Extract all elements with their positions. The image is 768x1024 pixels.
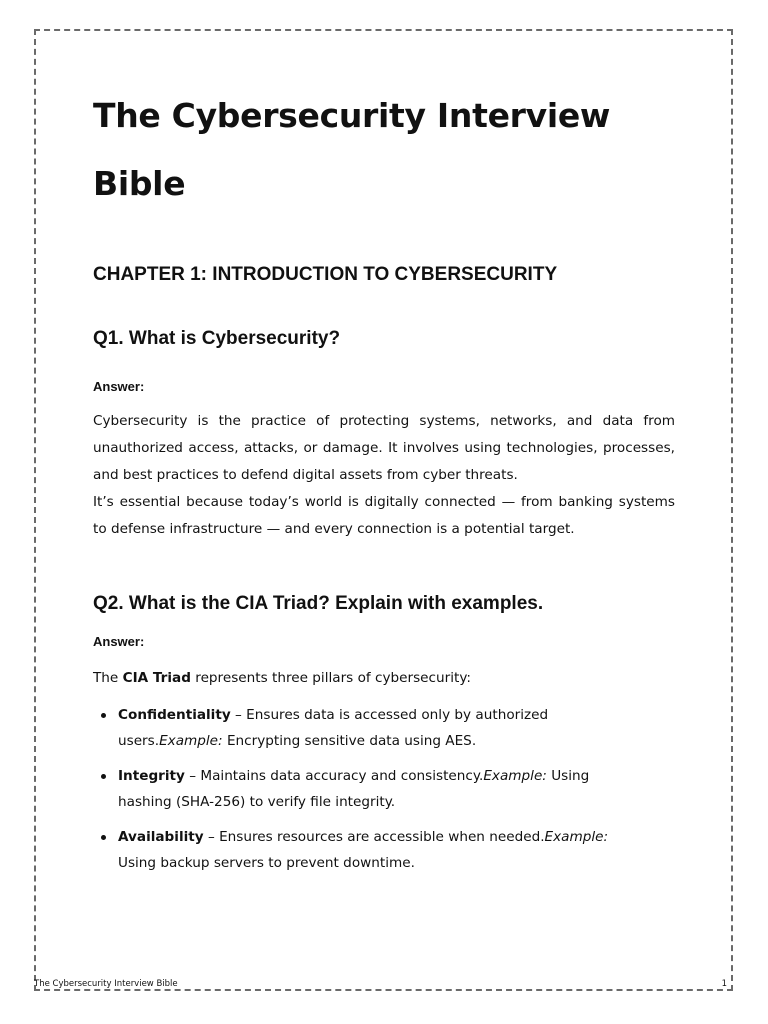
example-label: Example: — [483, 768, 547, 784]
footer-title: The Cybersecurity Interview Bible — [34, 979, 178, 989]
bullet-dot-icon — [101, 713, 106, 718]
document-title: The Cybersecurity Interview Bible — [93, 96, 611, 203]
list-item-availability — [93, 824, 638, 876]
cia-list — [93, 702, 675, 876]
answer-1-paragraph-2: It’s essential because today’s world is digitally connected — from banking systems to defense infrastructure — and every connection is a potential target. — [93, 494, 675, 537]
list-item-integrity — [93, 763, 638, 815]
document-body — [93, 82, 675, 885]
example: Using backup servers to prevent downtime. — [118, 855, 415, 871]
page-number: 1 — [721, 979, 727, 989]
cia-intro-bold: CIA Triad — [122, 670, 191, 686]
example-label: Example: — [544, 829, 609, 845]
cia-intro-after: represents three pillars of cybersecurity: — [190, 670, 471, 686]
question-1-heading: Q1. What is Cybersecurity? — [93, 328, 341, 349]
term: Integrity — [118, 768, 185, 784]
bullet-dot-icon — [101, 835, 106, 840]
description: – Maintains data accuracy and consistency. — [184, 768, 484, 784]
answer-1-paragraph-1: Cybersecurity is the practice of protecting systems, networks, and data from unauthorized access, attacks, or damage. It involves using technologies, processes, and best practices to defend digital assets from cyber threats. — [93, 413, 675, 483]
example: Encrypting sensitive data using AES. — [222, 733, 477, 749]
description: – Ensures resources are accessible when needed. — [203, 829, 545, 845]
answer-2-label: Answer: — [93, 634, 145, 649]
answer-1-label: Answer: — [93, 379, 145, 394]
bullet-dot-icon — [101, 774, 106, 779]
term: Availability — [118, 829, 204, 845]
cia-intro — [93, 665, 675, 692]
chapter-heading: CHAPTER 1: INTRODUCTION TO CYBERSECURITY — [93, 264, 558, 285]
list-item-confidentiality — [93, 702, 638, 754]
description: – Ensures data is accessed only by authorized users. — [118, 707, 549, 749]
term: Confidentiality — [118, 707, 231, 723]
cia-intro-before: The — [93, 670, 123, 686]
question-2-heading: Q2. What is the CIA Triad? Explain with examples. — [93, 593, 544, 614]
example: Using hashing (SHA-256) to verify file integrity. — [118, 768, 590, 810]
example-label: Example: — [159, 733, 223, 749]
page-footer — [34, 979, 727, 989]
